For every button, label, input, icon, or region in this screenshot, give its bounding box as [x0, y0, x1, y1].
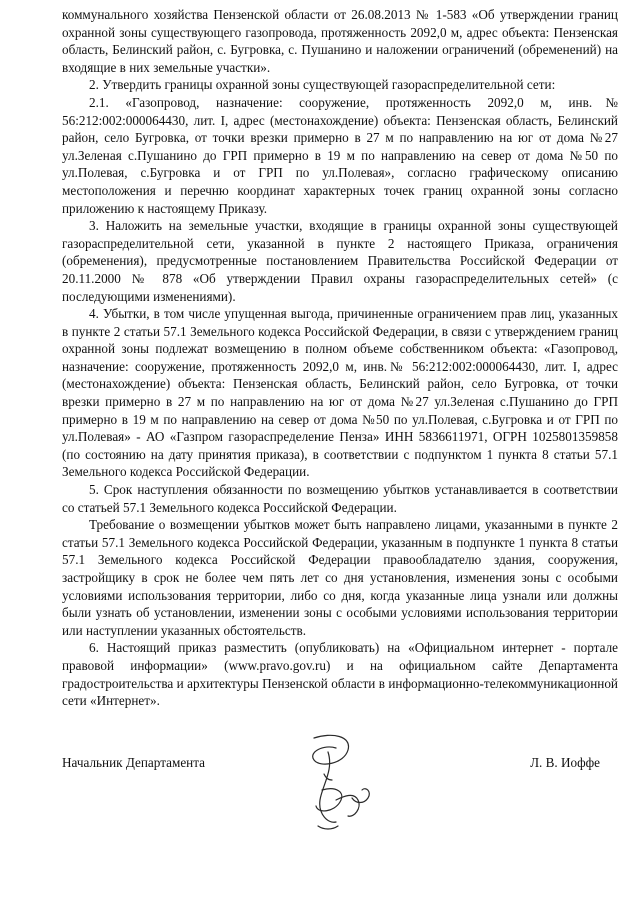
paragraph-item-4: 4. Убытки, в том числе упущенная выгода, причиненные ограничением прав лиц, указанных в пункте 2 статьи 57.1 Земельного кодекса Российской Федерации, в связи с утверждением границ охранной зоны подлежат возмещению в полном объеме собственником объекта: «Газопровод, назначение: сооружение, протяженность 2092,0 м, инв.№ 56:212:002:000064430, лит. I, адрес (местонахождение) объекта: Пензенская область, Белинский район, село Бугровка, от точки врезки примерно в 27 м по направлению на юг от дома №27 ул.Зеленая с.Пушанино до ГРП примерно в 19 м по направлению на север от дома №50 по ул.Полевая, с.Бугровка и от ГРП по ул.Полевая» - АО «Газпром газораспределение Пенза» ИНН 5836611971, ОГРН 1025801359858 (по состоянию на дату принятия приказа), в соответствии с подпунктом 1 пункта 8 статьи 57.1 Земельного кодекса Российской Федерации. [62, 306, 618, 480]
signatory-title: Начальник Департамента [62, 755, 206, 770]
handwritten-signature [262, 730, 402, 850]
signatory-name: Л. В. Иоффе [530, 755, 600, 770]
paragraph-item-5: 5. Срок наступления обязанности по возмещению убытков устанавливается в соответствии со статьей 57.1 Земельного кодекса Российской Федерации. [62, 482, 618, 515]
signature-block [62, 752, 618, 832]
paragraph-item-6: 6. Настоящий приказ разместить (опубликовать) на «Официальном интернет - портале правовой информации» (www.pravo.gov.ru) и на официальном сайте Департамента градостроительства и архитектуры Пензенской области в информационно-телекоммуникационной сети «Интернет». [62, 640, 618, 709]
paragraph-item-2-1: 2.1. «Газопровод, назначение: сооружение, протяженность 2092,0 м, инв.№ 56:212:002:000064430, лит. I, адрес (местонахождение) объекта: Пензенская область, Белинский район, село Бугровка, от точки врезки примерно в 27 м по направлению на юг от дома №27 ул.Зеленая с.Пушанино до ГРП примерно в 19 м по направлению на север от дома №50 по ул.Полевая, с.Бугровка и от ГРП по ул.Полевая», согласно графическому описанию местоположения и перечню координат характерных точек границ охранной зоны согласно приложению к настоящему Приказу. [62, 94, 618, 216]
paragraph-compensation-claim: Требование о возмещении убытков может быть направлено лицами, указанными в пункте 2 статьи 57.1 Земельного кодекса Российской Федерации, указанным в подпункте 1 пункта 8 статьи 57.1 Земельного кодекса Российской Федерации правообладателю здания, сооружения, застройщику в срок не более чем пять лет со дня установления, изменения зоны с особыми условиями использования территории, либо со дня, когда указанные лица узнали или должны были узнать об установлении, изменении зоны с особыми условиями использования территории или наступлении указанных обстоятельств. [62, 517, 618, 638]
paragraph-item-3: 3. Наложить на земельные участки, входящие в границы охранной зоны существующей газораспределительной сети, указанной в пункте 2 настоящего Приказа, ограничения (обременения), предусмотренные постановлением Правительства Российской Федерации от 20.11.2000 № 878 «Об утверждении Правил охраны газораспределительных сетей» (с последующими изменениями). [62, 218, 618, 304]
document-body [62, 6, 618, 710]
paragraph-continuation: коммунального хозяйства Пензенской области от 26.08.2013 № 1-583 «Об утверждении границ охранной зоны существующего газопровода, протяженность 2092,0 м, адрес объекта: Пензенская область, Белинский район, с. Бугровка, с. Пушанино и наложении ограничений (обременений) на входящие в них земельные участки». [62, 7, 618, 75]
paragraph-item-2: 2. Утвердить границы охранной зоны существующей газораспределительной сети: [89, 77, 556, 93]
